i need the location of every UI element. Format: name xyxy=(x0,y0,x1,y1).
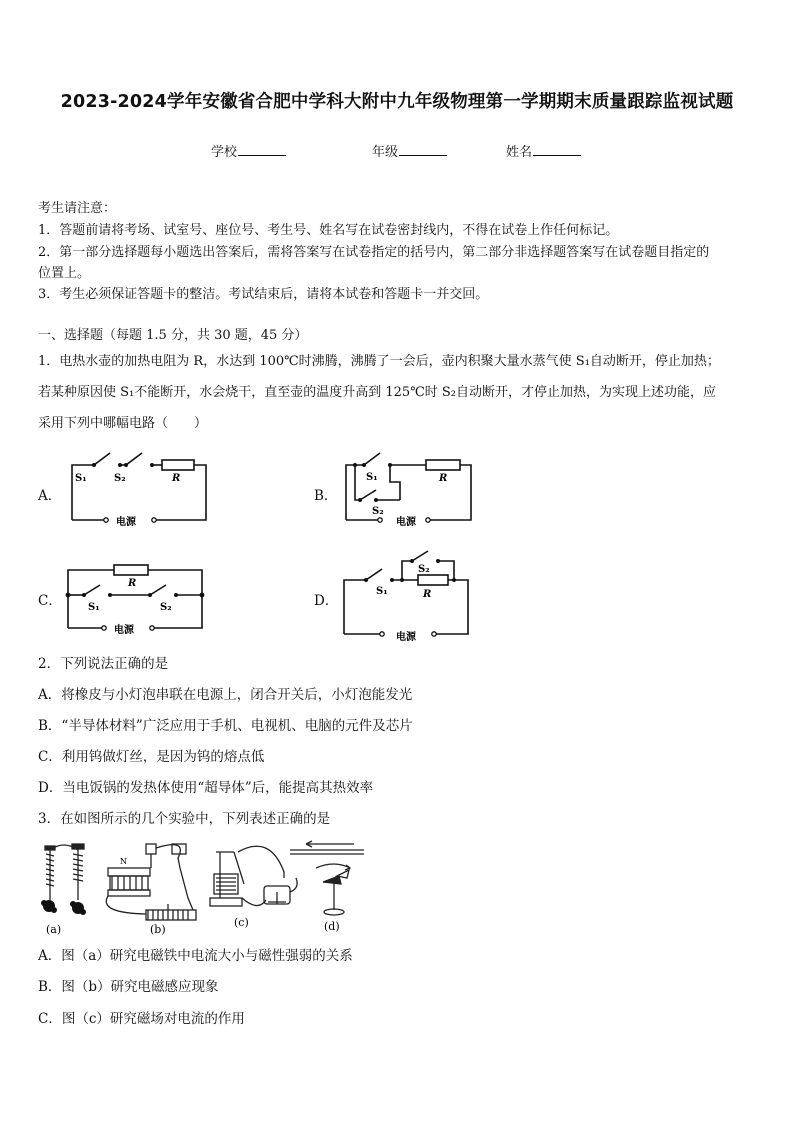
name-field xyxy=(506,141,581,160)
q3-experiment-figures xyxy=(38,838,368,936)
q3-figure-c-label: (c) xyxy=(234,916,249,929)
q2-option-a[interactable]: A．将橡皮与小灯泡串联在电源上，闭合开关后，小灯泡能发光 xyxy=(38,687,413,703)
circuit-a-diagram xyxy=(64,450,214,535)
circuit-d-s2: S₂ xyxy=(418,564,430,575)
notice-heading: 考生请注意： xyxy=(38,201,117,216)
circuit-d-source: 电源 xyxy=(396,632,416,643)
circuit-b-diagram xyxy=(338,450,488,535)
grade-field xyxy=(372,141,447,160)
q1-option-c-label[interactable]: C． xyxy=(38,593,62,609)
q3-option-c[interactable]: C．图（c）研究磁场对电流的作用 xyxy=(38,1011,245,1027)
page-title: 2023-2024学年安徽省合肥中学科大附中九年级物理第一学期期末质量跟踪监视试题 xyxy=(60,92,734,112)
q2-option-d[interactable]: D．当电饭锅的发热体使用“超导体”后，能提高其热效率 xyxy=(38,780,374,796)
q2-option-c[interactable]: C．利用钨做灯丝，是因为钨的熔点低 xyxy=(38,749,265,765)
notice-item-3: 3．考生必须保证答题卡的整洁。考试结束后，请将本试卷和答题卡一并交回。 xyxy=(38,287,489,302)
name-label: 姓名 xyxy=(506,145,533,160)
q3-figure-b-label: (b) xyxy=(150,923,166,936)
q3-stem: 3．在如图所示的几个实验中，下列表述正确的是 xyxy=(38,811,331,827)
q3-figure-a-label: (a) xyxy=(46,923,62,936)
notice-item-1: 1．答题前请将考场、试室号、座位号、考生号、姓名写在试卷密封线内，不得在试卷上作任何标记。 xyxy=(38,223,619,238)
circuit-b-r: R xyxy=(439,473,448,484)
circuit-a-source: 电源 xyxy=(116,517,136,528)
circuit-c-r: R xyxy=(128,578,137,589)
circuit-b-s1: S₁ xyxy=(366,472,378,483)
q3-figure-d-label: (d) xyxy=(324,920,340,933)
q3-figure-b-n: N xyxy=(120,857,127,866)
name-blank[interactable] xyxy=(533,143,581,156)
notice-item-2-cont: 位置上。 xyxy=(38,266,91,281)
notice-item-2: 2．第一部分选择题每小题选出答案后，需将答案写在试卷指定的括号内，第二部分非选择题答案写在试卷题目指定的 xyxy=(38,245,710,260)
q1-option-d-label[interactable]: D． xyxy=(314,593,339,609)
circuit-b-s2: S₂ xyxy=(372,506,384,517)
circuit-c-diagram xyxy=(60,558,210,640)
circuit-c-s2: S₂ xyxy=(160,602,172,613)
circuit-d-r: R xyxy=(423,589,432,600)
circuit-d-diagram xyxy=(338,550,488,645)
section-heading: 一、选择题（每题 1.5 分，共 30 题，45 分） xyxy=(38,328,308,343)
q1-option-b-label[interactable]: B． xyxy=(314,488,338,504)
school-label: 学校 xyxy=(211,145,238,160)
q1-option-a-label[interactable]: A． xyxy=(38,488,62,504)
q3-option-b[interactable]: B．图（b）研究电磁感应现象 xyxy=(38,979,219,995)
circuit-c-source: 电源 xyxy=(114,625,134,636)
circuit-d-s1: S₁ xyxy=(376,586,388,597)
q1-line-2: 若某种原因使 S₁不能断开，水会烧干，直至壶的温度升高到 125℃时 S₂自动断开，才停止加热，为实现上述功能，应 xyxy=(38,385,716,400)
circuit-a-r: R xyxy=(172,473,181,484)
q1-line-3: 采用下列中哪幅电路（ ） xyxy=(38,416,208,431)
school-blank[interactable] xyxy=(238,143,286,156)
school-field xyxy=(211,141,286,160)
q2-stem: 2．下列说法正确的是 xyxy=(38,656,169,672)
q2-option-b[interactable]: B．“半导体材料”广泛应用于手机、电视机、电脑的元件及芯片 xyxy=(38,718,413,734)
q1-line-1: 1．电热水壶的加热电阻为 R，水达到 100℃时沸腾，沸腾了一会后，壶内积聚大量水蒸气使 S₁自动断开，停止加热； xyxy=(38,354,720,369)
circuit-a-s1: S₁ xyxy=(75,473,87,484)
q3-option-a[interactable]: A．图（a）研究电磁铁中电流大小与磁性强弱的关系 xyxy=(38,948,353,964)
circuit-a-s2: S₂ xyxy=(114,473,126,484)
circuit-b-source: 电源 xyxy=(396,517,416,528)
grade-blank[interactable] xyxy=(399,143,447,156)
grade-label: 年级 xyxy=(372,145,399,160)
circuit-c-s1: S₁ xyxy=(88,602,100,613)
